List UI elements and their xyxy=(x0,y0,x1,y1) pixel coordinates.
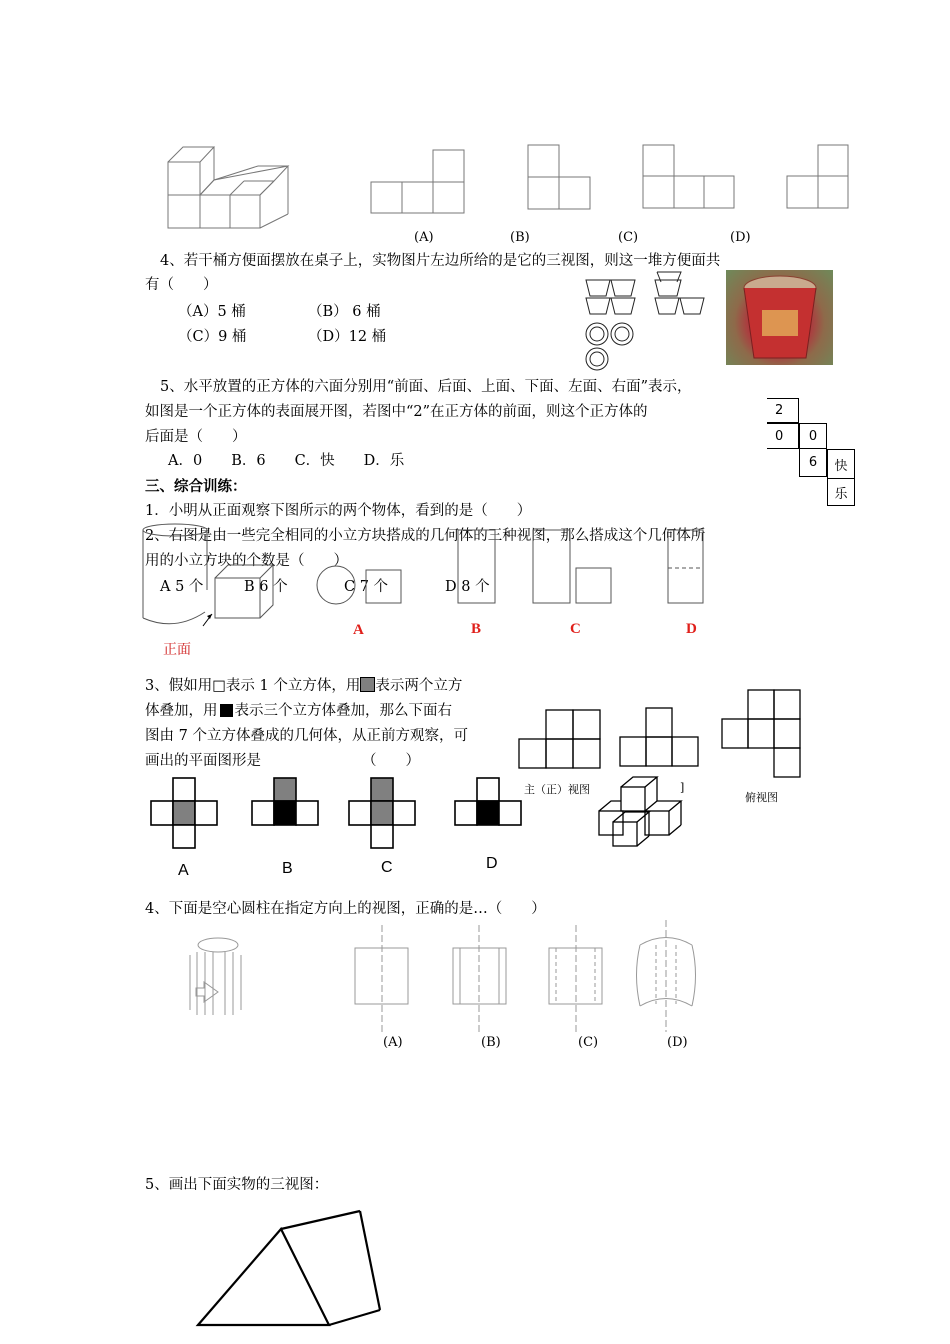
option-label-d: (D) xyxy=(730,230,751,245)
q3-line2-text: 体叠加，用 xyxy=(145,703,218,719)
triangular-prism-figure xyxy=(0,1200,950,1340)
section-heading: 三、综合训练： xyxy=(145,478,247,495)
noodle-cup-photo xyxy=(726,270,833,365)
s3-q2-option-a: A 5 个 xyxy=(160,579,204,595)
cyl-label-b: (B) xyxy=(481,1035,501,1050)
q4b-text: 4、下面是空心圆柱在指定方向上的视图，正确的是…（ ） xyxy=(145,901,546,917)
q4-option-a: （A）5 桶 xyxy=(178,304,246,320)
noodle-three-views xyxy=(583,272,713,372)
q5-line3: 后面是（ ） xyxy=(145,429,247,445)
q3-line1-text: 3、假如用□表示 1 个立方体，用 xyxy=(145,678,361,694)
q1-label-a: A xyxy=(353,622,364,638)
q3-answer-paren: （ ） xyxy=(362,753,420,769)
q3-line4: 画出的平面图形是 xyxy=(145,753,261,769)
net-cell: 快 xyxy=(827,449,855,479)
front-direction-label: 正面 xyxy=(163,642,191,658)
net-cell: 6 xyxy=(799,449,827,477)
q4-option-d: （D）12 桶 xyxy=(308,329,387,345)
hollow-cylinder-figures xyxy=(0,920,950,1040)
q1-label-b: B xyxy=(471,621,482,637)
s3-q2-option-d: D 8 个 xyxy=(445,579,490,595)
cyl-label-d: (D) xyxy=(667,1035,688,1050)
s3-q2-option-b: B 6 个 xyxy=(244,579,288,595)
q3-line1b-text: 表示两个立方 xyxy=(375,678,463,694)
cyl-label-c: (C) xyxy=(578,1035,599,1050)
q1-label-c: C xyxy=(570,621,581,637)
side-view-label: ] xyxy=(680,781,685,794)
option-label-c: (C) xyxy=(618,230,639,245)
cyl-label-a: (A) xyxy=(383,1035,403,1050)
q1-label-d: D xyxy=(686,621,697,637)
q3-label-d: D xyxy=(486,855,498,872)
q3-label-a: A xyxy=(178,862,189,879)
q4-option-b: （B） 6 桶 xyxy=(308,304,381,320)
q3-label-b: B xyxy=(282,860,293,877)
q5-options: A．0 B．6 C．快 D．乐 xyxy=(168,453,405,469)
q4-line2: 有（ ） xyxy=(145,277,218,293)
net-cell: 0 xyxy=(799,423,827,449)
q3-label-c: C xyxy=(381,859,393,876)
s3-q2-line1: 2、右图是由一些完全相同的小立方块搭成的几何体的三种视图，那么搭成这个几何体所 xyxy=(145,528,706,544)
net-cell: 乐 xyxy=(827,479,855,506)
cube-stack-3d-figure xyxy=(0,0,950,240)
s3-q2-option-c: C 7 个 xyxy=(344,579,389,595)
option-label-b: (B) xyxy=(510,230,530,245)
q4-option-c: （C）9 桶 xyxy=(178,329,247,345)
net-cell: 0 xyxy=(767,423,799,449)
q3-line3: 图由 7 个立方体叠成的几何体，从正前方观察，可 xyxy=(145,728,468,744)
q4-line1: 4、若干桶方便面摆放在桌子上，实物图片左边所给的是它的三视图，则这一堆方便面共 xyxy=(160,253,721,269)
front-view-label: 主（正）视图 xyxy=(524,783,590,796)
q3-line2b-text: 表示三个立方体叠加，那么下面右 xyxy=(234,703,452,719)
top-view-label: 俯视图 xyxy=(745,791,778,804)
s3-q2-line2: 用的小立方块的个数是（ ） xyxy=(145,553,348,569)
q5-line1: 5、水平放置的正方体的六面分别用“前面、后面、上面、下面、左面、右面”表示， xyxy=(160,379,692,395)
net-cell: 2 xyxy=(767,398,799,423)
option-label-a: (A) xyxy=(414,230,434,245)
q5-line2: 如图是一个正方体的表面展开图，若图中“2”在正方体的前面，则这个正方体的 xyxy=(145,404,648,420)
q3-option-crosses xyxy=(0,775,950,855)
s3-q1: 1．小明从正面观察下图所示的两个物体，看到的是（ ） xyxy=(145,503,532,519)
q5b-text: 5、画出下面实物的三视图： xyxy=(145,1177,329,1193)
